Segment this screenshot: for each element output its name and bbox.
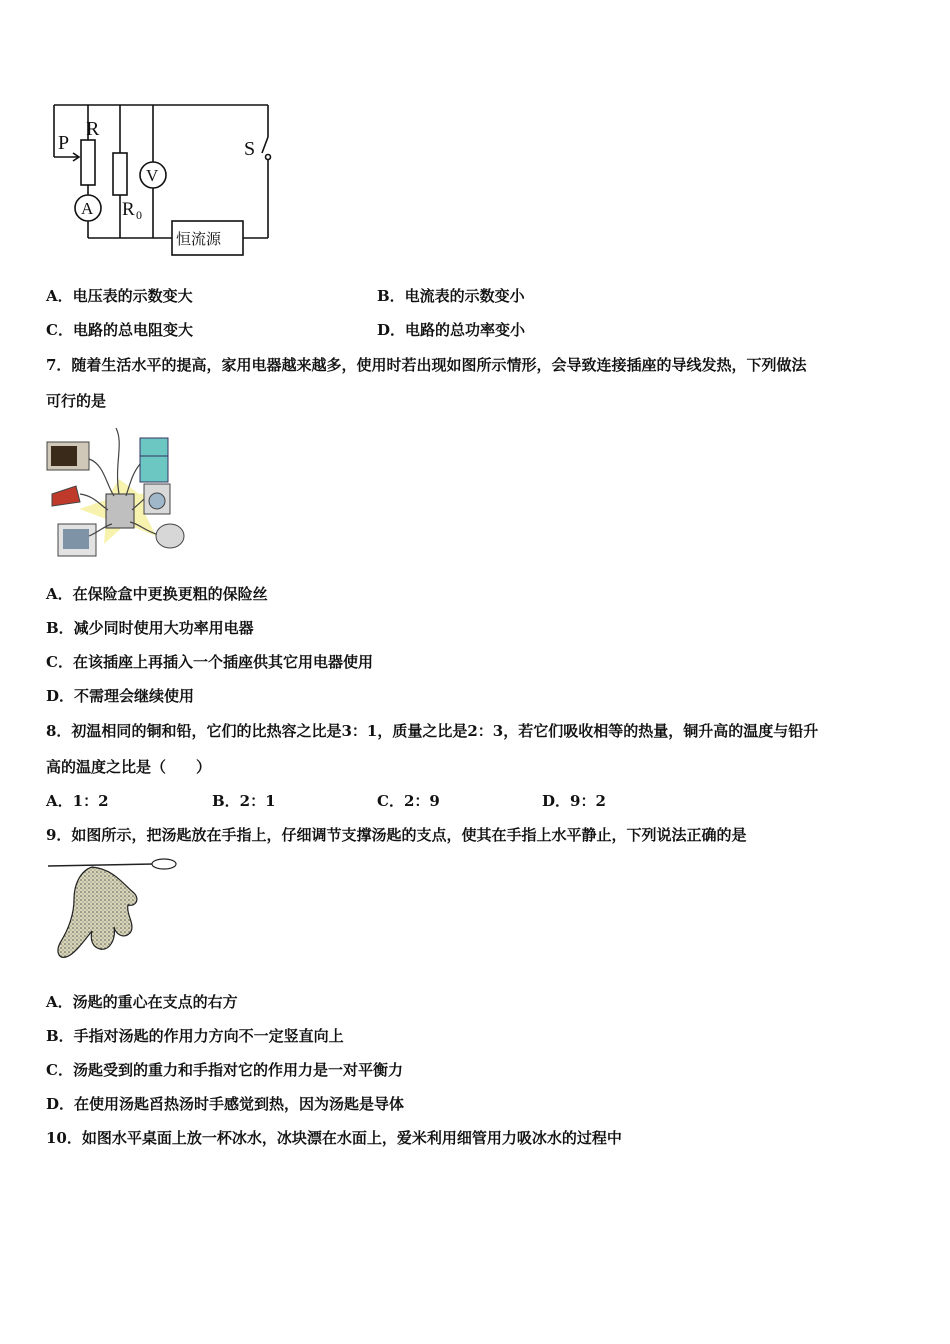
q8-stem-line1: 8．初温相同的铜和铅，它们的比热容之比是3：1，质量之比是2：3，若它们吸收相等的热量，铜升高的温度与铅升 xyxy=(46,722,819,740)
label-p: P xyxy=(58,132,70,154)
q8-stem-line2: 高的温度之比是（ ） xyxy=(46,758,212,776)
label-s: S xyxy=(244,138,256,160)
q6-option-c: C．电路的总电阻变大 xyxy=(46,321,193,339)
q6-option-b: B．电流表的示数变小 xyxy=(377,287,525,305)
q7-option-d: D．不需理会继续使用 xyxy=(46,687,195,705)
circuit-svg xyxy=(40,95,285,265)
q8-option-d: D．9：2 xyxy=(542,792,606,810)
label-r0: R xyxy=(122,199,135,220)
q9-option-d: D．在使用汤匙舀热汤时手感觉到热，因为汤匙是导体 xyxy=(46,1095,405,1113)
q7-stem-line2: 可行的是 xyxy=(46,392,107,410)
q9-option-c: C．汤匙受到的重力和手指对它的作用力是一对平衡力 xyxy=(46,1061,403,1079)
q10-stem: 10．如图水平桌面上放一杯冰水，冰块漂在水面上，爱米利用细管用力吸冰水的过程中 xyxy=(46,1129,622,1147)
circuit-diagram xyxy=(40,95,285,265)
q8-option-b: B．2：1 xyxy=(212,792,276,810)
label-r: R xyxy=(86,118,100,140)
label-r0-sub: 0 xyxy=(136,208,142,222)
q8-option-a: A．1：2 xyxy=(46,792,109,810)
q9-stem: 9．如图所示，把汤匙放在手指上，仔细调节支撑汤匙的支点，使其在手指上水平静止，下列说法正确的是 xyxy=(46,826,747,844)
q7-option-c: C．在该插座上再插入一个插座供其它用电器使用 xyxy=(46,653,373,671)
q7-option-b: B．减少同时使用大功率用电器 xyxy=(46,619,254,637)
label-v: V xyxy=(146,166,159,185)
label-a: A xyxy=(81,199,94,218)
spoon-svg xyxy=(44,855,179,965)
power-source-label: 恒流源 xyxy=(176,232,222,248)
q7-stem-line1: 7．随着生活水平的提高，家用电器越来越多，使用时若出现如图所示情形，会导致连接插座的导线发热，下列做法 xyxy=(46,356,807,374)
q9-option-b: B．手指对汤匙的作用力方向不一定竖直向上 xyxy=(46,1027,344,1045)
q8-option-c: C．2：9 xyxy=(377,792,440,810)
q7-option-a: A．在保险盒中更换更粗的保险丝 xyxy=(46,585,268,603)
overloaded-socket-illustration xyxy=(44,424,194,564)
appliances-svg xyxy=(44,424,194,564)
spoon-on-finger-illustration xyxy=(44,855,179,965)
q6-option-d: D．电路的总功率变小 xyxy=(377,321,526,339)
q6-option-a: A．电压表的示数变大 xyxy=(46,287,193,305)
q9-option-a: A．汤匙的重心在支点的右方 xyxy=(46,993,238,1011)
